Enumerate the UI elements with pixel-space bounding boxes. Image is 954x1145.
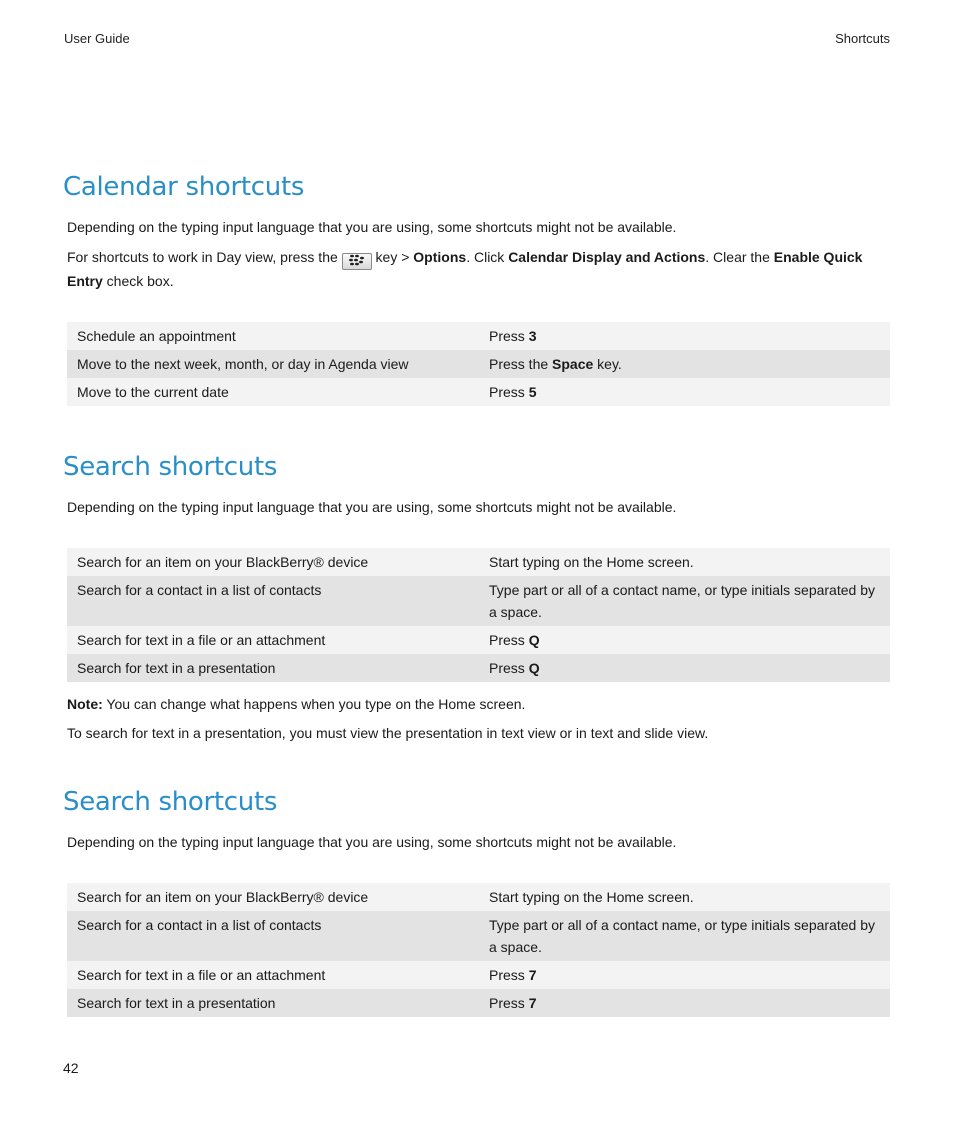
table-row [67, 378, 890, 406]
search-section-1 [63, 452, 890, 744]
day-view-instructions: For shortcuts to work in Day view, press the key > Options. Click Calendar Display and Actions. Clear the Enable Quick Entry check box. [67, 249, 863, 289]
table-row [67, 548, 890, 576]
table-row [67, 626, 890, 654]
shortcut-keys: Press Q [479, 654, 890, 682]
shortcut-keys: Press 7 [479, 989, 890, 1017]
header-left: User Guide [64, 31, 130, 46]
table-row [67, 961, 890, 989]
table-row [67, 654, 890, 682]
blackberry-menu-key-icon [342, 253, 372, 270]
shortcut-action: Move to the current date [67, 378, 479, 406]
header-right: Shortcuts [835, 31, 890, 46]
shortcut-keys: Press Q [479, 626, 890, 654]
shortcut-action: Schedule an appointment [67, 322, 479, 350]
calendar-section [63, 172, 890, 406]
section-intro: Depending on the typing input language that you are using, some shortcuts might not be available. [67, 219, 677, 235]
table-row [67, 350, 890, 378]
table-row [67, 883, 890, 911]
shortcut-action: Search for text in a presentation [67, 654, 479, 682]
shortcut-keys: Start typing on the Home screen. [479, 548, 890, 576]
shortcut-action: Search for a contact in a list of contacts [67, 911, 479, 961]
shortcut-action: Move to the next week, month, or day in Agenda view [67, 350, 479, 378]
section-intro: Depending on the typing input language that you are using, some shortcuts might not be available. [67, 834, 677, 850]
shortcut-keys: Press the Space key. [479, 350, 890, 378]
shortcut-keys: Press 3 [479, 322, 890, 350]
search-shortcuts-table-1 [67, 548, 890, 682]
table-row [67, 911, 890, 961]
table-row [67, 576, 890, 626]
shortcut-action: Search for text in a file or an attachment [67, 626, 479, 654]
table-row [67, 989, 890, 1017]
shortcut-keys: Start typing on the Home screen. [479, 883, 890, 911]
section-intro: Depending on the typing input language that you are using, some shortcuts might not be available. [67, 499, 677, 515]
section-title: Search shortcuts [63, 452, 278, 482]
section-title: Calendar shortcuts [63, 172, 305, 202]
shortcut-action: Search for text in a file or an attachment [67, 961, 479, 989]
presentation-note: To search for text in a presentation, you must view the presentation in text view or in text and slide view. [67, 725, 709, 741]
shortcut-action: Search for an item on your BlackBerry® device [67, 883, 479, 911]
page-number: 42 [63, 1060, 79, 1076]
search-shortcuts-table-2 [67, 883, 890, 1017]
shortcut-keys: Type part or all of a contact name, or type initials separated by a space. [479, 911, 890, 961]
calendar-shortcuts-table [67, 322, 890, 406]
note: Note: You can change what happens when you type on the Home screen. [67, 696, 526, 712]
shortcut-keys: Press 5 [479, 378, 890, 406]
section-title: Search shortcuts [63, 787, 278, 817]
shortcut-action: Search for an item on your BlackBerry® device [67, 548, 479, 576]
table-row [67, 322, 890, 350]
shortcut-keys: Press 7 [479, 961, 890, 989]
shortcut-action: Search for a contact in a list of contacts [67, 576, 479, 626]
shortcut-keys: Type part or all of a contact name, or type initials separated by a space. [479, 576, 890, 626]
shortcut-action: Search for text in a presentation [67, 989, 479, 1017]
search-section-2 [63, 787, 890, 1017]
